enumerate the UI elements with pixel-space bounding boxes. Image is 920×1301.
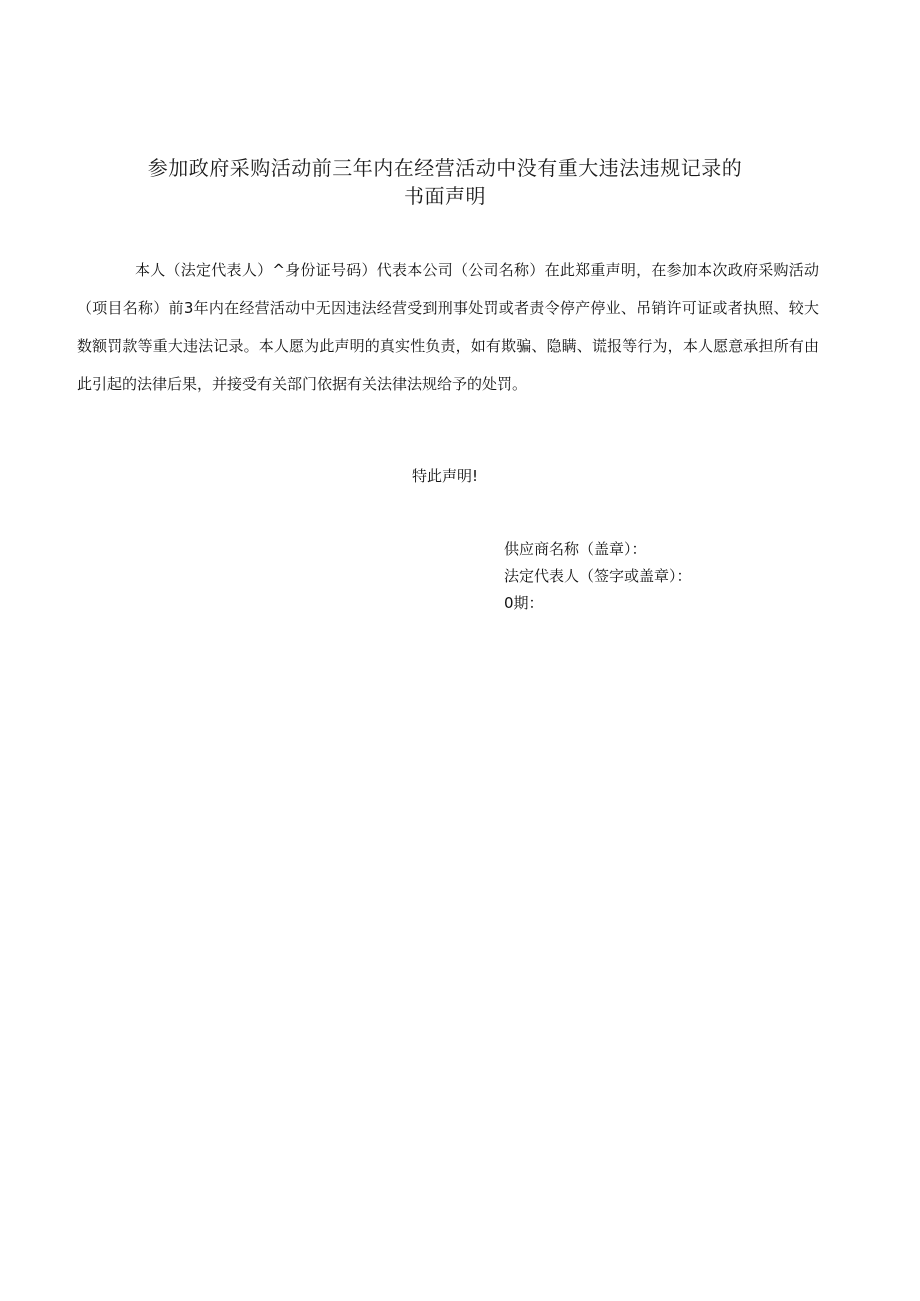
signature-block xyxy=(504,536,884,617)
document-title xyxy=(0,154,920,210)
legal-representative-field: 法定代表人（签字或盖章）： xyxy=(504,567,692,585)
date-field: 0期： xyxy=(504,594,544,612)
title-line-2: 书面声明 xyxy=(404,184,486,208)
closing-statement: 特此声明! xyxy=(411,467,478,485)
title-line-1: 参加政府采购活动前三年内在经营活动中没有重大违法违规记录的 xyxy=(147,156,743,180)
declaration-paragraph: 本人（法定代表人）^身份证号码）代表本公司（公司名称）在此郑重声明，在参加本次政府采购活动（项目名称）前3年内在经营活动中无因违法经营受到刑事处罚或者责令停产停业、吊销许可证或者执照、较大数额罚款等重大违法记录。本人愿为此声明的真实性负责，如有欺骗、隐瞒、谎报等行为，本人愿意承担所有由此引起的法律后果，并接受有关部门依据有关法律法规给予的处罚。 xyxy=(77,261,819,393)
supplier-name-field: 供应商名称（盖章）： xyxy=(504,540,647,558)
